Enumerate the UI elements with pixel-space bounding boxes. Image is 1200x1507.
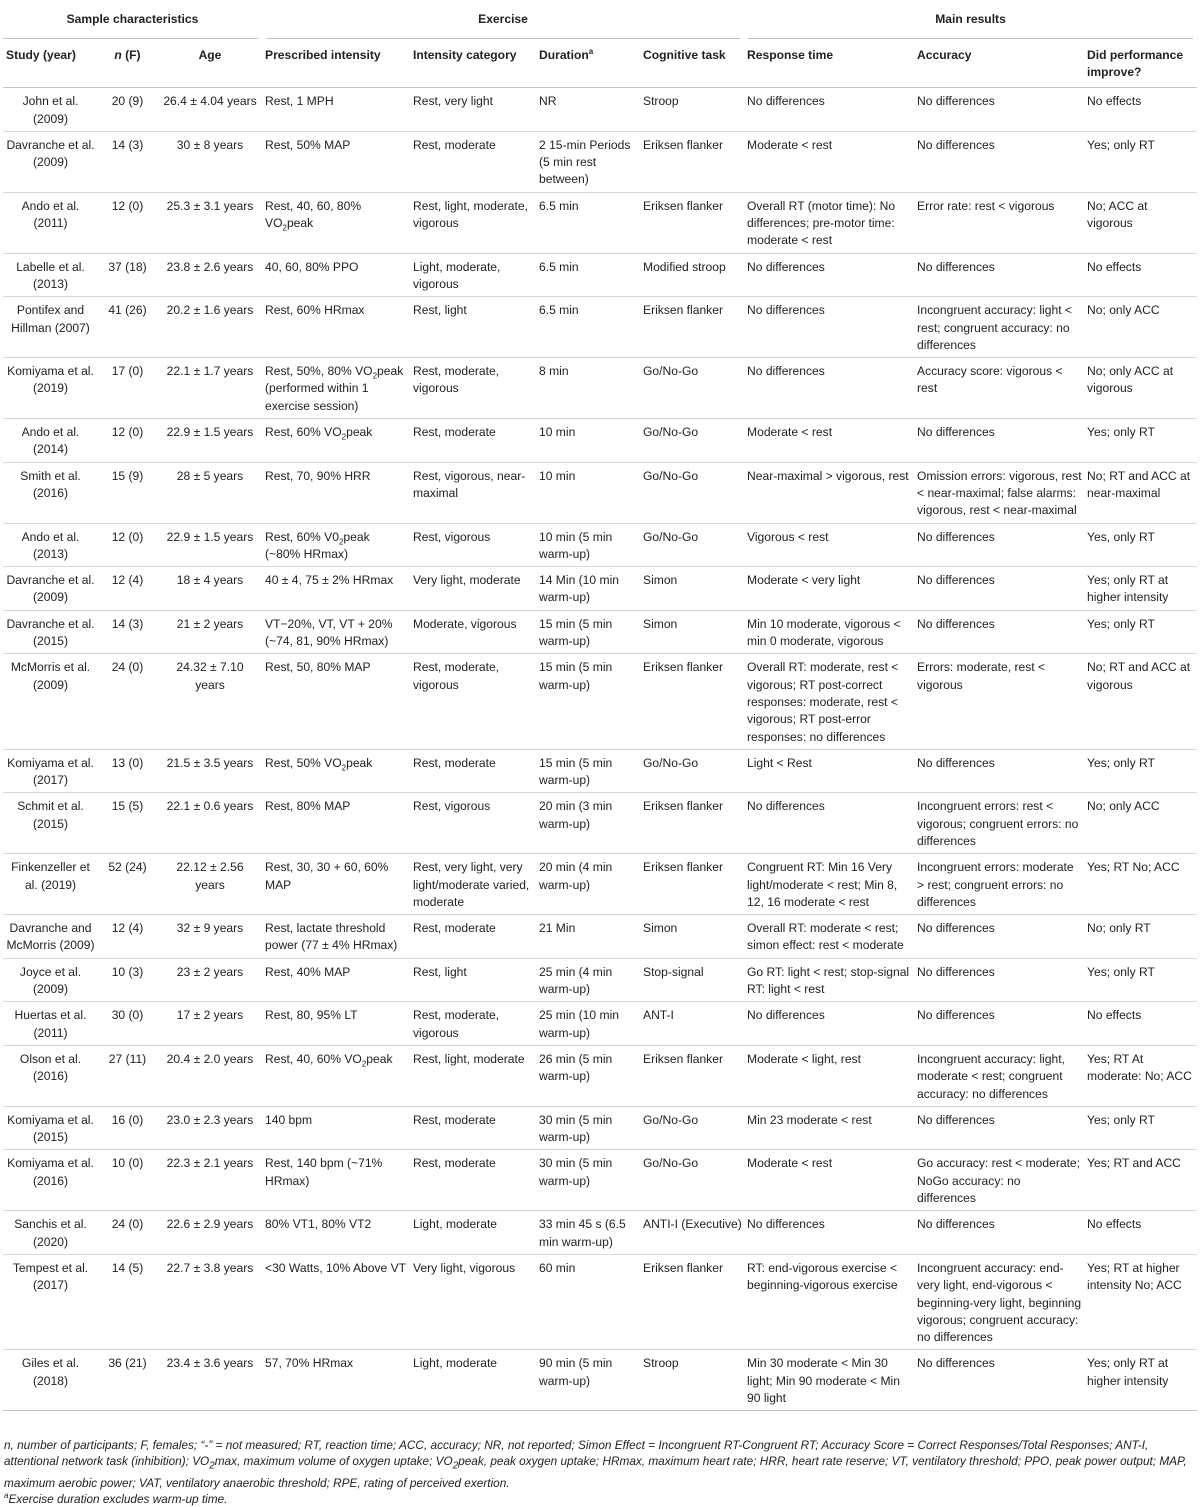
cell-response-time: Light < Rest <box>747 755 812 770</box>
cell-accuracy: No differences <box>917 1217 995 1232</box>
cell-study: Ando et al. (2013) <box>21 529 80 561</box>
cell-accuracy: No differences <box>917 529 995 544</box>
cell-improve: No effects <box>1087 259 1142 274</box>
group-header-row <box>3 0 1197 39</box>
cell-study: Giles et al. (2018) <box>21 1356 80 1388</box>
cell-prescribed-intensity: VT−20%, VT, VT + 20% (~74, 81, 90% HRmax) <box>265 616 393 649</box>
col-header-intensity-category: Intensity category <box>410 39 536 88</box>
cell-improve: Yes; only RT <box>1087 1112 1155 1127</box>
cell-cognitive-task: Go/No-Go <box>643 425 699 440</box>
cell-intensity-category: Very light, vigorous <box>413 1260 516 1275</box>
cell-duration: 6.5 min <box>539 303 579 318</box>
cell-cognitive-task: Go/No-Go <box>643 1156 699 1171</box>
table-row <box>3 1106 1197 1150</box>
cell-study: Schmit et al. (2015) <box>17 799 84 831</box>
cell-intensity-category: Rest, light, moderate, vigorous <box>413 198 528 231</box>
cell-study: Komiyama et al. (2016) <box>7 1156 94 1188</box>
cell-improve: No; ACC at vigorous <box>1087 198 1148 231</box>
cell-prescribed-intensity: 57, 70% HRmax <box>265 1356 354 1371</box>
cell-accuracy: Error rate: rest < vigorous <box>917 198 1055 213</box>
table-row <box>3 1150 1197 1211</box>
cell-age: 17 ± 2 years <box>176 1008 244 1023</box>
cell-study: Olson et al. (2016) <box>19 1051 82 1084</box>
cell-improve: Yes; RT No; ACC <box>1087 860 1180 875</box>
table-row <box>3 793 1197 854</box>
cell-prescribed-intensity: Rest, 50%, 80% $VO_2peak$ (performed within 1 exercise session) <box>265 364 404 413</box>
cell-improve: Yes; only RT at higher intensity <box>1087 1356 1169 1388</box>
cell-accuracy: No differences <box>917 1356 995 1371</box>
cell-study: Joyce et al. (2009) <box>19 964 82 997</box>
cell-accuracy: No differences <box>917 1008 995 1023</box>
table-row <box>3 1002 1197 1046</box>
col-header-study: Study (year) <box>3 39 97 88</box>
cell-n-females: 12 (0) <box>111 529 144 544</box>
cell-improve: No; only RT <box>1087 921 1151 936</box>
cell-improve: Yes; RT and ACC <box>1087 1156 1181 1171</box>
cell-study: Ando et al. (2014) <box>21 425 80 457</box>
cell-n-females: 12 (4) <box>111 573 144 588</box>
cell-intensity-category: Rest, vigorous, near-maximal <box>413 468 526 500</box>
cell-age: 18 ± 4 years <box>176 573 244 588</box>
cell-improve: Yes; RT At moderate: No; ACC <box>1087 1051 1192 1084</box>
cell-duration: 60 min <box>539 1260 576 1275</box>
cell-duration: 15 min (5 min warm-up) <box>539 755 613 788</box>
cell-response-time: No differences <box>747 1008 825 1023</box>
cell-study: Komiyama et al. (2017) <box>7 755 94 788</box>
cell-intensity-category: Rest, moderate, vigorous <box>413 364 500 396</box>
cell-intensity-category: Rest, moderate <box>413 1156 496 1171</box>
cell-n-females: 24 (0) <box>111 660 144 675</box>
cell-improve: Yes, only RT <box>1087 529 1155 544</box>
table-row <box>3 1350 1197 1411</box>
group-header-sample: Sample characteristics <box>3 0 262 39</box>
cell-accuracy: Incongruent errors: moderate > rest; congruent errors: no differences <box>917 860 1074 909</box>
cell-study: John et al. (2009) <box>22 94 79 126</box>
cell-prescribed-intensity: 140 bpm <box>265 1112 313 1127</box>
cell-improve: Yes; only RT <box>1087 137 1155 152</box>
table-row <box>3 610 1197 654</box>
table-row <box>3 654 1197 749</box>
cell-response-time: No differences <box>747 259 825 274</box>
cell-response-time: Min 30 moderate < Min 30 light; Min 90 moderate < Min 90 light <box>747 1356 900 1405</box>
cell-prescribed-intensity: Rest, 60% HRmax <box>265 303 365 318</box>
cell-age: 30 ± 8 years <box>176 137 244 152</box>
cell-cognitive-task: Stroop <box>643 94 679 109</box>
cell-cognitive-task: Eriksen flanker <box>643 137 723 152</box>
cell-prescribed-intensity: 40, 60, 80% PPO <box>265 259 359 274</box>
cell-intensity-category: Rest, moderate <box>413 137 496 152</box>
cell-response-time: No differences <box>747 94 825 109</box>
cell-prescribed-intensity: Rest, 50% $VO_2peak$ <box>265 755 373 773</box>
cell-duration: 30 min (5 min warm-up) <box>539 1156 613 1188</box>
cell-intensity-category: Rest, very light <box>413 94 493 109</box>
cell-n-females: 14 (3) <box>111 137 144 152</box>
cell-response-time: Overall RT (motor time): No differences; pre-motor time: moderate < rest <box>747 198 896 248</box>
table-row <box>3 1254 1197 1349</box>
cell-intensity-category: Rest, moderate <box>413 755 496 770</box>
cell-prescribed-intensity: Rest, 40, 60, 80% $VO_2peak$ <box>265 198 362 233</box>
table-row <box>3 358 1197 419</box>
cell-improve: No effects <box>1087 94 1142 109</box>
cell-accuracy: No differences <box>917 755 995 770</box>
cell-age: 20.2 ± 1.6 years <box>166 303 254 318</box>
cell-cognitive-task: Eriksen flanker <box>643 860 723 875</box>
table-row <box>3 462 1197 523</box>
cell-duration: 20 min (3 min warm-up) <box>539 799 613 831</box>
cell-accuracy: No differences <box>917 1112 995 1127</box>
cell-age: 22.12 ± 2.56 years <box>176 860 244 892</box>
cell-cognitive-task: Go/No-Go <box>643 529 699 544</box>
col-header-n: n (F) <box>97 39 157 88</box>
cell-intensity-category: Rest, light, moderate <box>413 1051 525 1066</box>
cell-prescribed-intensity: Rest, 30, 30 + 60, 60% MAP <box>265 860 389 892</box>
cell-prescribed-intensity: Rest, 50, 80% MAP <box>265 660 371 675</box>
cell-accuracy: Omission errors: vigorous, rest < near-maximal; false alarms: vigorous, rest < near-maximal <box>917 468 1082 518</box>
cell-improve: Yes; only RT <box>1087 964 1155 979</box>
cell-duration: 8 min <box>539 364 569 379</box>
cell-n-females: 41 (26) <box>108 303 147 318</box>
cell-duration: 21 Min <box>539 921 576 936</box>
cell-cognitive-task: Eriksen flanker <box>643 198 723 213</box>
cell-n-females: 15 (9) <box>111 468 144 483</box>
cell-cognitive-task: Stroop <box>643 1356 679 1371</box>
cell-study: Komiyama et al. (2015) <box>7 1112 94 1145</box>
cell-age: 24.32 ± 7.10 years <box>176 660 244 692</box>
cell-duration: 10 min <box>539 468 576 483</box>
cell-study: Sanchis et al. (2020) <box>14 1217 87 1249</box>
cell-age: 23 ± 2 years <box>176 964 244 979</box>
col-header-accuracy: Accuracy <box>914 39 1084 88</box>
cell-improve: Yes; only RT <box>1087 755 1155 770</box>
cell-improve: No; only ACC <box>1087 799 1160 814</box>
col-header-cognitive-task: Cognitive task <box>640 39 744 88</box>
cell-n-females: 12 (0) <box>111 198 144 213</box>
cell-n-females: 10 (3) <box>111 964 144 979</box>
cell-accuracy: No differences <box>917 259 995 274</box>
cell-study: McMorris et al. (2009) <box>10 660 91 692</box>
table-row <box>3 1211 1197 1255</box>
cell-accuracy: No differences <box>917 921 995 936</box>
cell-cognitive-task: Eriksen flanker <box>643 1260 723 1275</box>
cell-cognitive-task: Simon <box>643 616 678 631</box>
cell-response-time: Moderate < rest <box>747 425 833 440</box>
results-table <box>3 0 1197 1411</box>
col-header-age: Age <box>157 39 262 88</box>
cell-response-time: No differences <box>747 303 825 318</box>
table-body <box>3 88 1197 1411</box>
cell-accuracy: Accuracy score: vigorous < rest <box>917 364 1063 396</box>
cell-age: 22.1 ± 1.7 years <box>166 364 254 379</box>
cell-accuracy: No differences <box>917 137 995 152</box>
col-header-improve: Did performance improve? <box>1084 39 1197 88</box>
cell-intensity-category: Light, moderate <box>413 1217 498 1232</box>
cell-n-females: 10 (0) <box>111 1156 144 1171</box>
cell-duration: 14 Min (10 min warm-up) <box>539 573 619 605</box>
footnote-abbreviations: n, number of participants; F, females; “-” = not measured; RT, reaction time; ACC, accuracy; NR, not reported; Simon Effect = Incongruent RT-Congruent RT; Accuracy Score = Correct Responses/Total Responses; ANT-I, attentional network task (inhibition); $VO_2\max$, maximum volume of oxygen uptake; $VO_2peak$, peak oxygen uptake; HRmax, maximum heart rate; HRR, heart rate reserve; VT, ventilatory threshold; PPO, peak power output; MAP, maximum aerobic power; VAT, ventilatory anaerobic threshold; RPE, rating of perceived exertion. <box>4 1438 1187 1490</box>
cell-response-time: RT: end-vigorous exercise < beginning-vigorous exercise <box>747 1260 898 1293</box>
cell-n-females: 17 (0) <box>111 364 144 379</box>
cell-prescribed-intensity: Rest, 60% $VO_2peak$ <box>265 425 373 442</box>
cell-age: 22.9 ± 1.5 years <box>166 425 254 440</box>
cell-response-time: Overall RT: moderate, rest < vigorous; RT post-correct responses: moderate, rest < vigorous; RT post-error responses: no differences <box>747 660 899 744</box>
col-header-prescribed-intensity: Prescribed intensity <box>262 39 410 88</box>
cell-age: 23.4 ± 3.6 years <box>166 1356 254 1371</box>
col-header-duration: Duration$^a$ <box>536 39 640 88</box>
cell-intensity-category: Rest, moderate <box>413 1112 496 1127</box>
cell-accuracy: No differences <box>917 573 995 588</box>
cell-study: Labelle et al. (2013) <box>16 259 85 291</box>
footnote-a: $^a$Exercise duration excludes warm-up time. <box>4 1491 228 1506</box>
cell-intensity-category: Rest, vigorous <box>413 529 491 544</box>
cell-intensity-category: Rest, vigorous <box>413 799 491 814</box>
cell-age: 21.5 ± 3.5 years <box>166 755 254 770</box>
table-row <box>3 958 1197 1002</box>
cell-age: 20.4 ± 2.0 years <box>166 1051 254 1066</box>
cell-duration: 90 min (5 min warm-up) <box>539 1356 613 1388</box>
cell-age: 23.0 ± 2.3 years <box>166 1112 254 1127</box>
cell-response-time: Min 23 moderate < rest <box>747 1112 872 1127</box>
cell-duration: 26 min (5 min warm-up) <box>539 1051 613 1084</box>
cell-duration: 25 min (4 min warm-up) <box>539 964 613 997</box>
cell-study: Huertas et al. (2011) <box>14 1008 87 1040</box>
cell-age: 22.6 ± 2.9 years <box>166 1217 254 1232</box>
cell-response-time: No differences <box>747 799 825 814</box>
cell-duration: 6.5 min <box>539 259 579 274</box>
cell-intensity-category: Moderate, vigorous <box>413 616 517 631</box>
cell-age: 22.3 ± 2.1 years <box>166 1156 254 1171</box>
cell-improve: Yes; only RT <box>1087 425 1155 440</box>
cell-cognitive-task: Simon <box>643 921 678 936</box>
cell-n-females: 14 (3) <box>111 616 144 631</box>
cell-prescribed-intensity: Rest, 40, 60% $VO_2peak$ <box>265 1051 393 1069</box>
cell-accuracy: Incongruent accuracy: end-very light, end-vigorous < beginning-very light, beginning vigorous; congruent accuracy: no differences <box>917 1260 1082 1345</box>
cell-response-time: Moderate < rest <box>747 1156 833 1171</box>
cell-duration: 15 min (5 min warm-up) <box>539 660 613 692</box>
cell-duration: 30 min (5 min warm-up) <box>539 1112 613 1145</box>
table-row <box>3 419 1197 463</box>
cell-accuracy: No differences <box>917 964 995 979</box>
column-header-row <box>3 39 1197 88</box>
cell-age: 21 ± 2 years <box>176 616 244 631</box>
cell-intensity-category: Very light, moderate <box>413 573 521 588</box>
cell-n-females: 24 (0) <box>111 1217 144 1232</box>
cell-study: Smith et al. (2016) <box>20 468 81 500</box>
cell-n-females: 30 (0) <box>111 1008 144 1023</box>
cell-response-time: Congruent RT: Min 16 Very light/moderate < rest; Min 8, 12, 16 moderate < rest <box>747 860 898 909</box>
cell-prescribed-intensity: 40 ± 4, 75 ± 2% HRmax <box>265 573 394 588</box>
cell-age: 22.9 ± 1.5 years <box>166 529 254 544</box>
cell-duration: NR <box>539 94 557 109</box>
cell-cognitive-task: ANTI-I (Executive) <box>643 1217 742 1232</box>
cell-age: 22.1 ± 0.6 years <box>166 799 254 814</box>
cell-prescribed-intensity: Rest, 140 bpm (~71% HRmax) <box>265 1156 383 1188</box>
cell-cognitive-task: Go/No-Go <box>643 755 699 770</box>
cell-intensity-category: Rest, very light, very light/moderate varied, moderate <box>413 860 530 909</box>
cell-n-females: 16 (0) <box>111 1112 144 1127</box>
cell-study: Davranche et al. (2015) <box>6 616 95 649</box>
cell-n-females: 27 (11) <box>108 1051 147 1066</box>
cell-improve: No effects <box>1087 1008 1142 1023</box>
cell-prescribed-intensity: Rest, 70, 90% HRR <box>265 468 371 483</box>
cell-cognitive-task: Eriksen flanker <box>643 303 723 318</box>
cell-response-time: Moderate < light, rest <box>747 1051 861 1066</box>
cell-study: Komiyama et al. (2019) <box>7 364 94 396</box>
cell-response-time: No differences <box>747 1217 825 1232</box>
cell-intensity-category: Rest, moderate, vigorous <box>413 1008 500 1040</box>
cell-age: 23.8 ± 2.6 years <box>166 259 254 274</box>
cell-duration: 6.5 min <box>539 198 579 213</box>
cell-accuracy: Go accuracy: rest < moderate; NoGo accuracy: no differences <box>917 1156 1081 1206</box>
cell-accuracy: Errors: moderate, rest < vigorous <box>917 660 1046 692</box>
cell-n-females: 14 (5) <box>111 1260 144 1275</box>
table-row <box>3 253 1197 297</box>
cell-response-time: Min 10 moderate, vigorous < min 0 moderate, vigorous <box>747 616 901 649</box>
cell-intensity-category: Light, moderate <box>413 1356 498 1371</box>
table-row <box>3 854 1197 915</box>
cell-intensity-category: Rest, light <box>413 303 467 318</box>
cell-accuracy: Incongruent accuracy: light, moderate < rest; congruent accuracy: no differences <box>917 1051 1065 1101</box>
cell-response-time: Vigorous < rest <box>747 529 829 544</box>
cell-study: Davranche and McMorris (2009) <box>6 921 95 953</box>
group-header-exercise: Exercise <box>262 0 744 39</box>
cell-accuracy: No differences <box>917 425 995 440</box>
cell-cognitive-task: Stop-signal <box>643 964 704 979</box>
cell-improve: Yes; RT at higher intensity No; ACC <box>1087 1260 1182 1293</box>
cell-n-females: 12 (0) <box>111 425 144 440</box>
cell-response-time: No differences <box>747 364 825 379</box>
cell-intensity-category: Light, moderate, vigorous <box>413 259 501 291</box>
cell-prescribed-intensity: Rest, 1 MPH <box>265 94 334 109</box>
cell-cognitive-task: Modified stroop <box>643 259 726 274</box>
cell-intensity-category: Rest, moderate, vigorous <box>413 660 500 692</box>
table-row <box>3 192 1197 253</box>
cell-n-females: 20 (9) <box>111 94 144 109</box>
table-row <box>3 567 1197 611</box>
cell-n-females: 36 (21) <box>108 1356 147 1371</box>
cell-response-time: Moderate < very light <box>747 573 861 588</box>
cell-cognitive-task: ANT-I <box>643 1008 674 1023</box>
cell-cognitive-task: Go/No-Go <box>643 364 699 379</box>
cell-accuracy: No differences <box>917 94 995 109</box>
cell-prescribed-intensity: Rest, 80, 95% LT <box>265 1008 358 1023</box>
cell-cognitive-task: Eriksen flanker <box>643 1051 723 1066</box>
cell-cognitive-task: Eriksen flanker <box>643 799 723 814</box>
cell-prescribed-intensity: Rest, 60% $V0_2peak$ (~80% HRmax) <box>265 529 370 561</box>
cell-improve: No effects <box>1087 1217 1142 1232</box>
cell-age: 26.4 ± 4.04 years <box>163 94 257 109</box>
cell-response-time: Near-maximal > vigorous, rest <box>747 468 909 483</box>
cell-cognitive-task: Go/No-Go <box>643 1112 699 1127</box>
cell-prescribed-intensity: Rest, 80% MAP <box>265 799 351 814</box>
cell-study: Ando et al. (2011) <box>21 198 80 231</box>
cell-duration: 33 min 45 s (6.5 min warm-up) <box>539 1217 626 1249</box>
cell-n-females: 12 (4) <box>111 921 144 936</box>
table-row <box>3 1045 1197 1106</box>
cell-duration: 10 min <box>539 425 576 440</box>
cell-study: Davranche et al. (2009) <box>6 573 95 605</box>
cell-improve: No; only ACC <box>1087 303 1160 318</box>
cell-study: Finkenzeller et al. (2019) <box>11 860 90 892</box>
cell-intensity-category: Rest, light <box>413 964 467 979</box>
cell-age: 22.7 ± 3.8 years <box>166 1260 254 1275</box>
cell-n-females: 37 (18) <box>108 259 147 274</box>
cell-study: Tempest et al. (2017) <box>12 1260 89 1293</box>
cell-accuracy: Incongruent accuracy: light < rest; congruent accuracy: no differences <box>917 303 1072 352</box>
cell-improve: No; only ACC at vigorous <box>1087 364 1174 396</box>
cell-study: Davranche et al. (2009) <box>6 137 95 170</box>
table-footnote <box>4 1437 1196 1507</box>
cell-n-females: 52 (24) <box>108 860 147 875</box>
cell-duration: 15 min (5 min warm-up) <box>539 616 613 649</box>
cell-study: Pontifex and Hillman (2007) <box>11 303 90 335</box>
cell-improve: Yes; only RT <box>1087 616 1155 631</box>
cell-cognitive-task: Simon <box>643 573 678 588</box>
cell-n-females: 13 (0) <box>111 755 144 770</box>
cell-response-time: Moderate < rest <box>747 137 833 152</box>
table-row <box>3 915 1197 959</box>
table-row <box>3 88 1197 132</box>
cell-accuracy: No differences <box>917 616 995 631</box>
col-header-response-time: Response time <box>744 39 914 88</box>
cell-improve: No; RT and ACC at vigorous <box>1087 660 1191 692</box>
table-row <box>3 749 1197 793</box>
cell-response-time: Overall RT: moderate < rest; simon effect: rest < moderate <box>747 921 904 953</box>
cell-intensity-category: Rest, moderate <box>413 921 496 936</box>
cell-response-time: Go RT: light < rest; stop-signal RT: light < rest <box>747 964 910 997</box>
table-row <box>3 297 1197 358</box>
cell-duration: 10 min (5 min warm-up) <box>539 529 613 561</box>
cell-duration: 20 min (4 min warm-up) <box>539 860 613 892</box>
cell-age: 25.3 ± 3.1 years <box>166 198 254 213</box>
cell-age: 28 ± 5 years <box>176 468 244 483</box>
cell-duration: 2 15-min Periods (5 min rest between) <box>539 137 631 187</box>
table-row <box>3 523 1197 567</box>
cell-prescribed-intensity: Rest, lactate threshold power (77 ± 4% HRmax) <box>265 921 398 953</box>
cell-cognitive-task: Go/No-Go <box>643 468 699 483</box>
cell-age: 32 ± 9 years <box>176 921 244 936</box>
cell-prescribed-intensity: 80% VT1, 80% VT2 <box>265 1217 372 1232</box>
cell-accuracy: Incongruent errors: rest < vigorous; congruent errors: no differences <box>917 799 1079 848</box>
cell-intensity-category: Rest, moderate <box>413 425 496 440</box>
table-row <box>3 131 1197 192</box>
cell-improve: Yes; only RT at higher intensity <box>1087 573 1169 605</box>
cell-n-females: 15 (5) <box>111 799 144 814</box>
cell-prescribed-intensity: <30 Watts, 10% Above VT <box>265 1260 407 1275</box>
cell-prescribed-intensity: Rest, 40% MAP <box>265 964 351 979</box>
cell-prescribed-intensity: Rest, 50% MAP <box>265 137 351 152</box>
cell-improve: No; RT and ACC at near-maximal <box>1087 468 1191 500</box>
cell-cognitive-task: Eriksen flanker <box>643 660 723 675</box>
cell-duration: 25 min (10 min warm-up) <box>539 1008 619 1040</box>
group-header-results: Main results <box>744 0 1197 39</box>
